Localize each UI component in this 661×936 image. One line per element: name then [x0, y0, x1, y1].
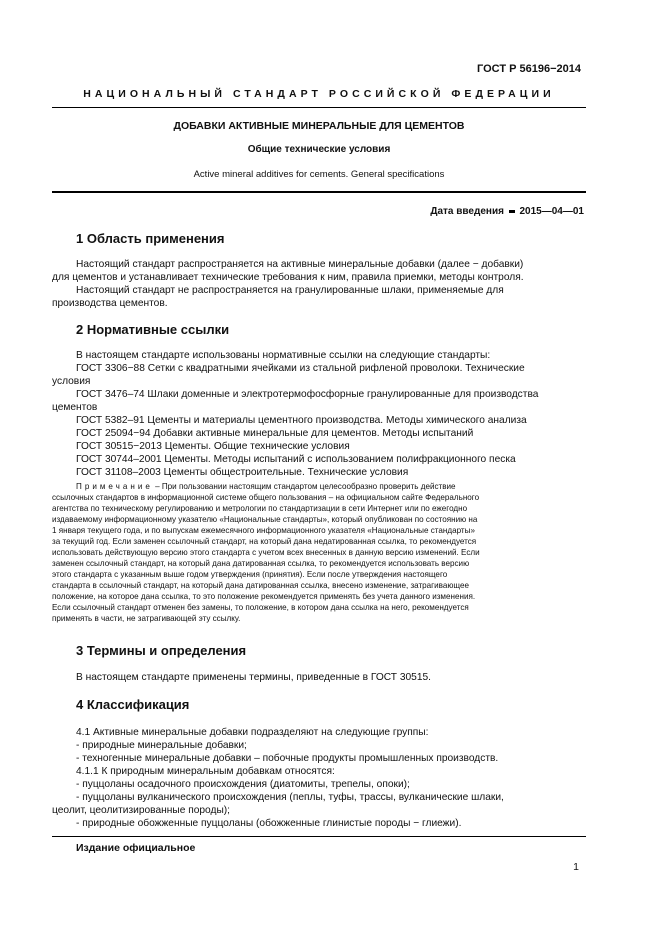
- reference-item: ГОСТ 30515−2013 Цементы. Общие технические условия: [76, 441, 350, 452]
- list-item: - природные обожженные пуццоланы (обожженные глинистые породы − глиежи).: [76, 818, 462, 829]
- note-line: положение, на которое дана ссылка, то это положение рекомендуется применять без учета данного изменения.: [52, 592, 476, 601]
- text-line: В настоящем стандарте применены термины, приведенные в ГОСТ 30515.: [76, 672, 431, 683]
- note-line: этого стандарта с указанным выше годом утверждения (принятия). Если после утверждения настоящего: [52, 570, 448, 579]
- note-line: заменен ссылочный стандарт, на который дана датированная ссылка, то рекомендуется использовать версию: [52, 559, 470, 568]
- text-line: Настоящий стандарт не распространяется на гранулированные шлаки, применяемые для: [76, 285, 504, 296]
- footer-rule: [52, 836, 586, 837]
- note-line: – При пользовании настоящим стандартом целесообразно проверить действие: [152, 482, 456, 491]
- header-rule: [52, 107, 586, 108]
- text-line: - пуццоланы вулканического происхождения (пеплы, туфы, трассы, вулканические шлаки,: [76, 792, 504, 803]
- note-label: Примечание: [76, 482, 153, 491]
- introduction-date-label: Дата введения: [430, 206, 504, 217]
- section-classification-body: [52, 726, 582, 830]
- reference-item: ГОСТ 25094−94 Добавки активные минеральные для цементов. Методы испытаний: [76, 428, 474, 439]
- text-line: В настоящем стандарте использованы нормативные ссылки на следующие стандарты:: [76, 350, 491, 361]
- list-item: - природные минеральные добавки;: [76, 740, 247, 751]
- paragraph: [52, 258, 582, 271]
- list-item: [52, 791, 582, 804]
- note-line: ссылочных стандартов в информационной системе общего пользования – на официальном сайте Федерального: [52, 493, 480, 502]
- section-scope-body: [52, 258, 582, 310]
- section-heading-references: 2 Нормативные ссылки: [76, 322, 230, 337]
- text-line: 4.1 Активные минеральные добавки подразделяют на следующие группы:: [76, 727, 429, 738]
- document-number: ГОСТ Р 56196−2014: [477, 63, 581, 75]
- page-number: 1: [573, 861, 579, 873]
- document-subtitle: Общие технические условия: [247, 144, 391, 155]
- reference-item: ГОСТ 31108–2003 Цементы общестроительные. Технические условия: [76, 467, 409, 478]
- reference-item-cont: цементов: [52, 402, 98, 413]
- reference-item: ГОСТ 3476–74 Шлаки доменные и электротермофосфорные гранулированные для производства: [76, 389, 539, 400]
- note-line: применять в части, не затрагивающей эту ссылку.: [52, 614, 241, 623]
- introduction-date: [430, 206, 584, 217]
- references-note: [52, 481, 582, 624]
- section-heading-scope: 1 Область применения: [76, 231, 225, 246]
- note-line: 1 января текущего года, и по выпускам ежемесячного информационного указателя «Национальные стандарты»: [52, 526, 475, 535]
- note-line: агентства по техническому регулированию и метрологии по стандартизации в сети Интернет или по ежегодно: [52, 504, 468, 513]
- reference-item: ГОСТ 5382–91 Цементы и материалы цементного производства. Методы химического анализа: [76, 415, 527, 426]
- official-edition-label: Издание официальное: [76, 842, 196, 854]
- note-line: использовать действующую версию этого стандарта с учетом всех внесенных в данную версию изменений. Если: [52, 548, 480, 557]
- list-item-cont: цеолит, цеолитизированные породы);: [52, 805, 230, 816]
- document-title: ДОБАВКИ АКТИВНЫЕ МИНЕРАЛЬНЫЕ ДЛЯ ЦЕМЕНТОВ: [173, 120, 465, 132]
- section-heading-terms: 3 Термины и определения: [76, 643, 247, 658]
- paragraph: [52, 284, 582, 297]
- section-heading-classification: 4 Классификация: [76, 697, 190, 712]
- text-line: для цементов и устанавливает технические требования к ним, правила приемки, методы контроля.: [52, 272, 524, 283]
- section-terms-body: [52, 671, 582, 684]
- text-line: Настоящий стандарт распространяется на активные минеральные добавки (далее − добавки): [76, 259, 524, 270]
- note-line: Если ссылочный стандарт отменен без замены, то положение, в котором дана ссылка на него, рекомендуется: [52, 603, 469, 612]
- list-item: - пуццоланы осадочного происхождения (диатомиты, трепелы, опоки);: [76, 779, 410, 790]
- date-dash-mark: [509, 210, 515, 213]
- title-rule: [52, 191, 586, 193]
- note-line: за текущий год. Если заменен ссылочный стандарт, на который дана недатированная ссылка, то рекомендуется: [52, 537, 477, 546]
- note-first-line: [52, 481, 582, 492]
- section-references-body: [52, 349, 582, 479]
- text-line: 4.1.1 К природным минеральным добавкам относятся:: [76, 766, 335, 777]
- introduction-date-value: 2015—04—01: [519, 206, 584, 217]
- list-item: - техногенные минеральные добавки – побочные продукты промышленных производств.: [76, 753, 499, 764]
- note-line: издаваемому информационному указателю «Национальные стандарты», который опубликован по состоянию на: [52, 515, 478, 524]
- national-standard-banner: НАЦИОНАЛЬНЫЙ СТАНДАРТ РОССИЙСКОЙ ФЕДЕРАЦИИ: [83, 88, 555, 100]
- reference-item: ГОСТ 30744–2001 Цементы. Методы испытаний с использованием полифракционного песка: [76, 454, 516, 465]
- text-line: производства цементов.: [52, 298, 168, 309]
- reference-item: ГОСТ 3306−88 Сетки с квадратными ячейками из стальной рифленой проволоки. Технические: [76, 363, 525, 374]
- english-title: Active mineral additives for cements. General specifications: [193, 169, 445, 180]
- note-line: стандарта в ссылочный стандарт, на который дана датированная ссылка, внесено изменение, затрагивающее: [52, 581, 470, 590]
- reference-item-cont: условия: [52, 376, 91, 387]
